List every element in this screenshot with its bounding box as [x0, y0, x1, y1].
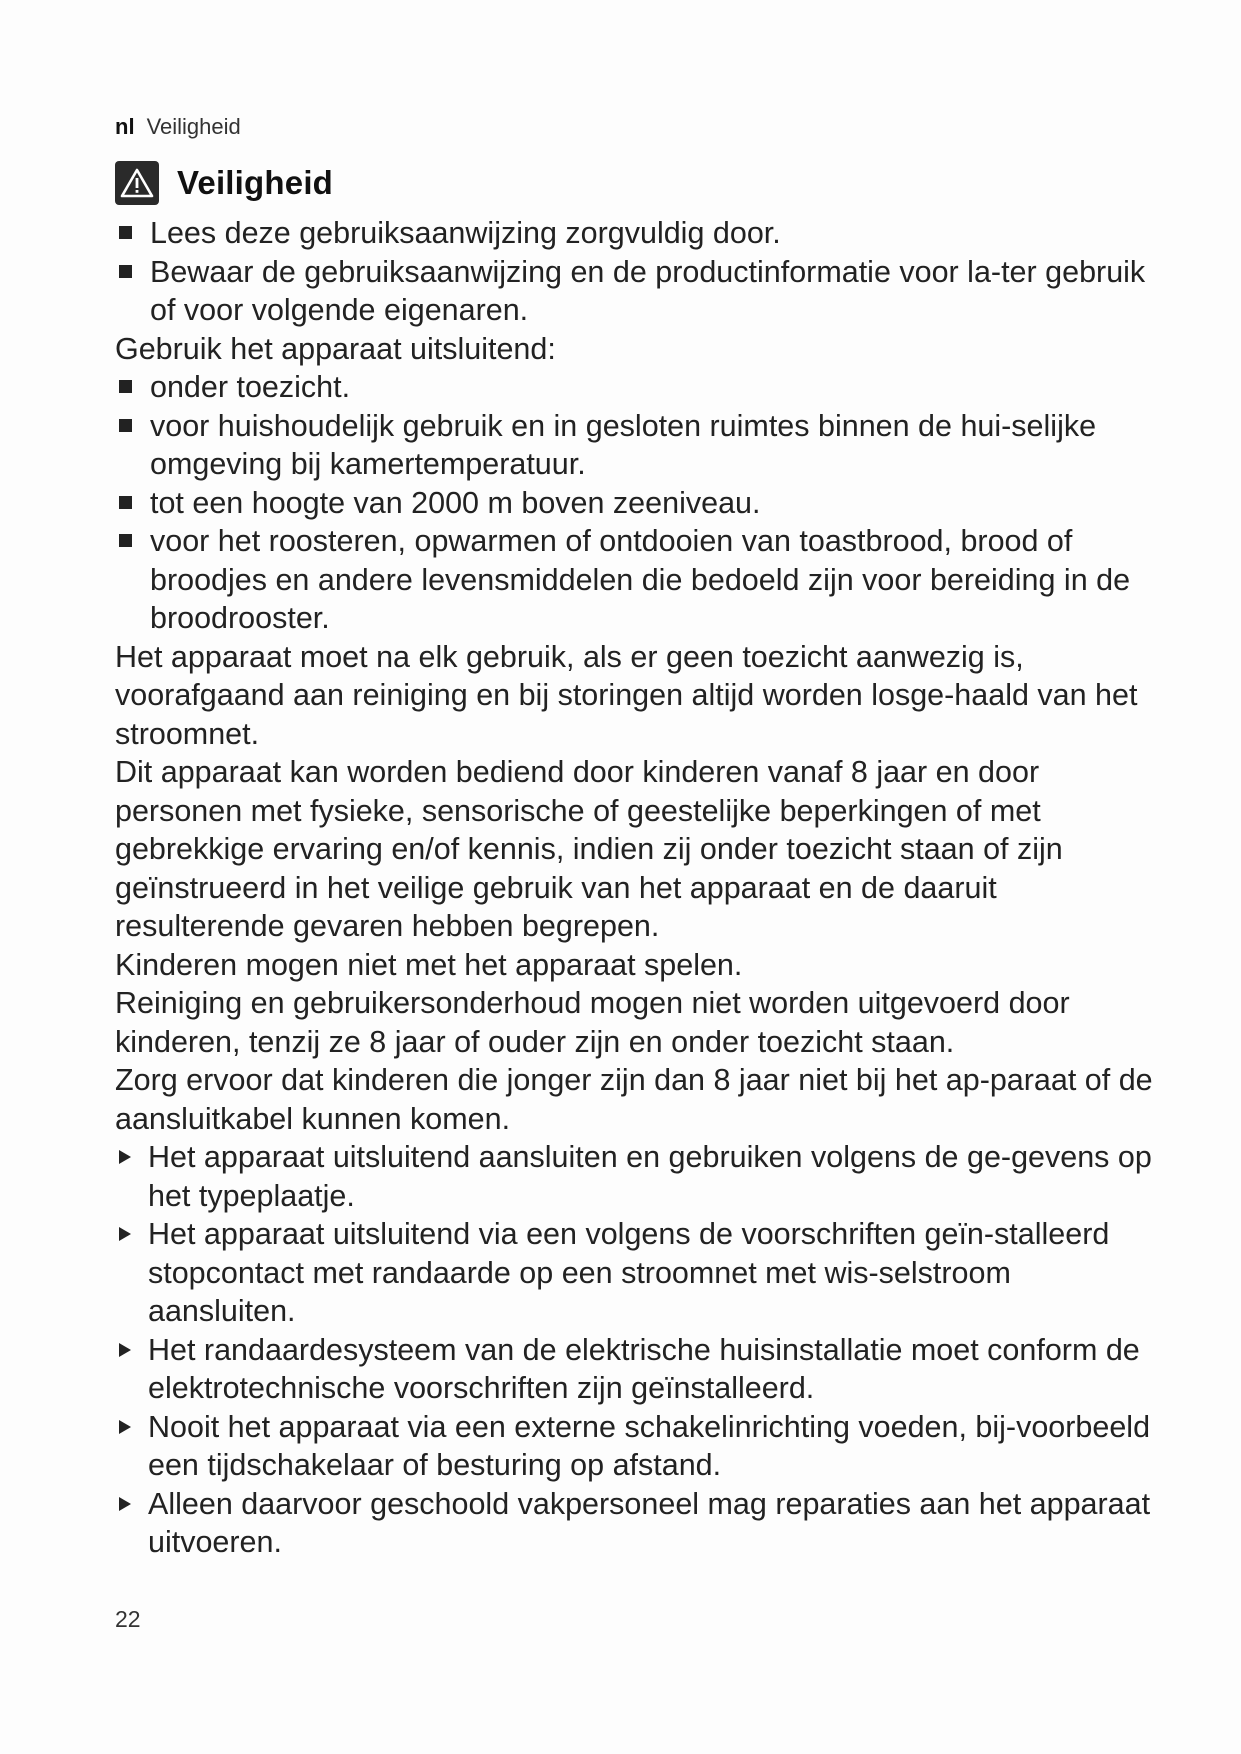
action-item [115, 1408, 1160, 1485]
language-code: nl [115, 114, 135, 139]
bullet-square-icon [119, 226, 132, 239]
action-item [115, 1138, 1160, 1215]
action-item-text: Alleen daarvoor geschoold vakpersoneel mag reparaties aan het apparaat uitvoeren. [148, 1486, 1151, 1559]
bullet-square-icon [119, 380, 132, 393]
header-section: Veiligheid [146, 114, 241, 139]
action-item-text: Het apparaat uitsluitend via een volgens de voorschriften geïn-stalleerd stopcontact met randaarde op een stroomnet met wis-selstroom aansluiten. [148, 1217, 1110, 1328]
list-item [115, 214, 1160, 253]
arrow-right-icon [119, 1343, 131, 1357]
paragraph: Kinderen mogen niet met het apparaat spelen. [115, 947, 743, 982]
warning-triangle-icon [115, 161, 159, 205]
paragraph: Gebruik het apparaat uitsluitend: [115, 331, 556, 366]
list-item-text: onder toezicht. [150, 370, 351, 404]
list-item-text: Lees deze gebruiksaanwijzing zorgvuldig door. [150, 216, 781, 250]
page-title: Veiligheid [177, 164, 334, 201]
bullet-square-icon [119, 496, 132, 509]
list-item-text: voor huishoudelijk gebruik en in gesloten ruimtes binnen de hui-selijke omgeving bij kamertemperatuur. [150, 408, 1097, 481]
list-item [115, 253, 1160, 330]
action-item [115, 1215, 1160, 1331]
section-heading [115, 160, 333, 206]
arrow-right-icon [119, 1420, 131, 1434]
list-item [115, 484, 1160, 523]
arrow-right-icon [119, 1150, 131, 1164]
list-item [115, 407, 1160, 484]
list-item [115, 368, 1160, 407]
page-number: 22 [115, 1606, 141, 1632]
paragraph: Dit apparaat kan worden bediend door kinderen vanaf 8 jaar en door personen met fysieke, sensorische of geestelijke beperkingen of met gebrekkige ervaring en/of kennis, indien zij onder toezicht staan of zijn geïnstrueerd in het veilige gebruik van het apparaat en de daaruit resulterende gevaren hebben begrepen. [115, 755, 1063, 943]
safety-content [115, 214, 1160, 1562]
paragraph: Het apparaat moet na elk gebruik, als er geen toezicht aanwezig is, voorafgaand aan reiniging en bij storingen altijd worden losge-haald van het stroomnet. [115, 639, 1138, 751]
action-item [115, 1331, 1160, 1408]
bullet-square-icon [119, 265, 132, 278]
action-item-text: Het randaardesysteem van de elektrische huisinstallatie moet conform de elektrotechnische voorschriften zijn geïnstalleerd. [148, 1332, 1140, 1405]
action-item [115, 1485, 1160, 1562]
list-item [115, 522, 1160, 638]
list-item-text: Bewaar de gebruiksaanwijzing en de productinformatie voor la-ter gebruik of voor volgende eigenaren. [150, 254, 1146, 327]
arrow-right-icon [119, 1227, 131, 1241]
action-item-text: Het apparaat uitsluitend aansluiten en gebruiken volgens de ge-gevens op het typeplaatje. [148, 1140, 1152, 1213]
action-item-text: Nooit het apparaat via een externe schakelinrichting voeden, bij-voorbeeld een tijdschakelaar of besturing op afstand. [148, 1409, 1151, 1482]
bullet-square-icon [119, 419, 132, 432]
paragraph: Reiniging en gebruikersonderhoud mogen niet worden uitgevoerd door kinderen, tenzij ze 8 jaar of ouder zijn en onder toezicht staan. [115, 986, 1070, 1059]
list-item-text: tot een hoogte van 2000 m boven zeeniveau. [150, 485, 761, 520]
paragraph: Zorg ervoor dat kinderen die jonger zijn dan 8 jaar niet bij het ap-paraat of de aansluitkabel kunnen komen. [115, 1063, 1153, 1136]
list-item-text: voor het roosteren, opwarmen of ontdooien van toastbrood, brood of broodjes en andere levensmiddelen die bedoeld zijn voor bereiding in de broodrooster. [150, 524, 1131, 635]
bullet-square-icon [119, 534, 132, 547]
arrow-right-icon [119, 1497, 131, 1511]
running-header [115, 114, 241, 140]
